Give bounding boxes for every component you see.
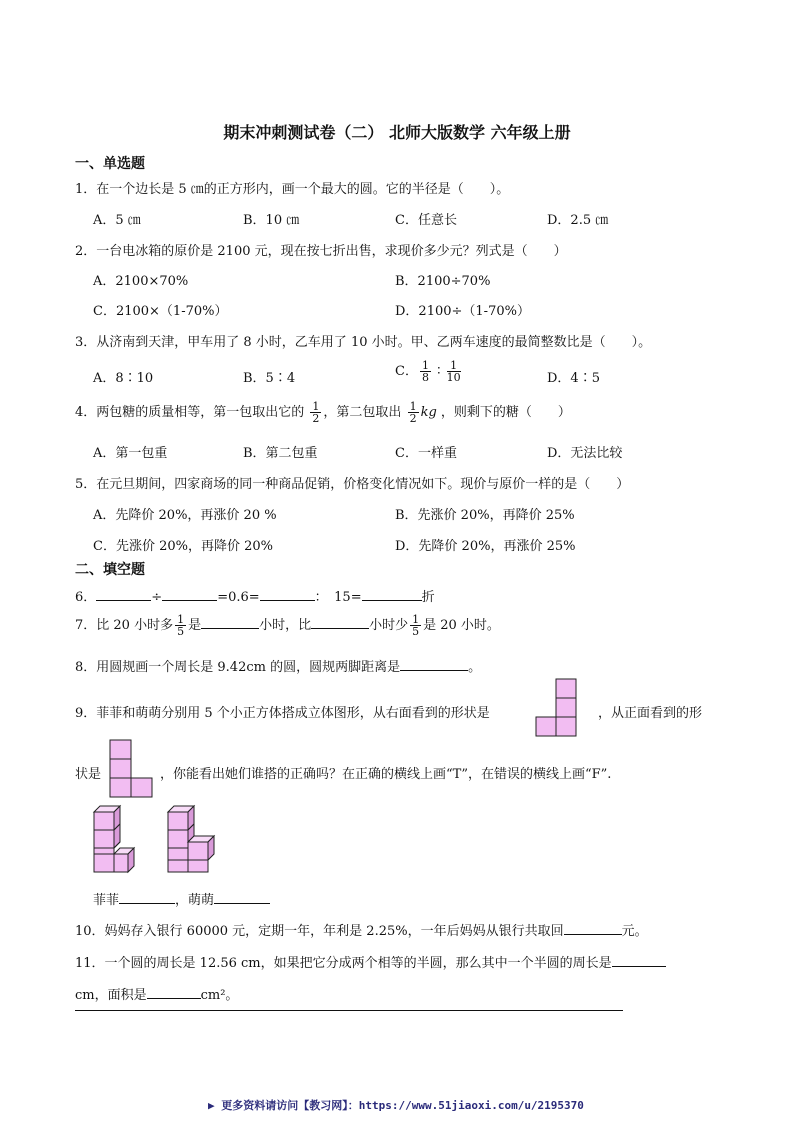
q4-option-b: B．第二包重 (243, 446, 318, 461)
q7-text-part4: 小时少 (369, 618, 409, 633)
answer-blank[interactable] (362, 588, 422, 601)
answer-blank[interactable] (311, 616, 369, 629)
fraction-denominator: 2 (409, 412, 417, 425)
fraction-numerator: 1 (447, 360, 461, 372)
q2-option-c: C．2100×（1-70%） (93, 304, 228, 319)
fraction-denominator: 8 (421, 371, 429, 384)
q1-option-c: C．任意长 (395, 213, 457, 228)
divider-line (75, 1010, 623, 1011)
q11-text: 11．一个圆的周长是 12.56 cm，如果把它分成两个相等的半圆，那么其中一个半圆的周长是 (75, 956, 612, 971)
fraction-numerator: 1 (421, 359, 429, 372)
q7-text-part2: 是 (188, 618, 202, 633)
q11-unit: cm，面积是 (75, 988, 147, 1003)
answer-blank-feifei[interactable] (119, 891, 175, 904)
q2-option-a: A．2100×70% (93, 274, 189, 289)
section-heading-fill-blank: 二、填空题 (75, 562, 145, 578)
q4-option-d: D．无法比较 (547, 446, 623, 461)
q4-text-part2: ，第二包取出 (323, 405, 402, 420)
question-9-answers (93, 889, 270, 908)
answer-label-mengmeng: ，萌萌 (175, 893, 215, 908)
question-11-line2 (75, 984, 238, 1003)
flag-icon: ▶ (208, 1099, 215, 1112)
unit-kg: kg (420, 405, 437, 420)
q11-area-unit: cm²。 (200, 988, 239, 1003)
ratio-colon: ∶ (437, 364, 441, 379)
question-9-line1-end: ，从正面看到的形 (598, 706, 703, 721)
q5-option-a: A．先降价 20%，再涨价 20 % (93, 508, 277, 523)
q7-text-part3: 小时，比 (259, 618, 312, 633)
answer-blank[interactable] (201, 616, 259, 629)
fraction-numerator: 1 (409, 400, 417, 413)
question-9-line2: ，你能看出她们谁搭的正确吗？在正确的横线上画“T”，在错误的横线上画“F”. (160, 767, 612, 782)
q4-option-a: A．第一包重 (93, 446, 168, 461)
feifei-cube-figure (90, 804, 142, 876)
q6-number: 6． (75, 590, 97, 605)
q10-text: 10．妈妈存入银行 60000 元，定期一年，年利是 2.25%，一年后妈妈从银行共取回 (75, 924, 564, 939)
fraction-numerator: 1 (412, 613, 420, 626)
q4-text-part3: ，则剩下的糖（ ） (440, 405, 571, 420)
fraction-numerator: 1 (312, 400, 320, 413)
q2-option-b: B．2100÷70% (395, 274, 491, 289)
q2-option-d: D．2100÷（1-70%） (395, 304, 530, 319)
question-10 (75, 920, 648, 939)
q5-option-c: C．先涨价 20%，再降价 20% (93, 539, 274, 554)
page-title: 期末冲刺测试卷（二） 北师大版数学 六年级上册 (223, 123, 571, 142)
q3-option-c-prefix: C． (395, 364, 418, 379)
question-1-stem: 1．在一个边长是 5 ㎝的正方形内，画一个最大的圆。它的半径是（ ）。 (75, 182, 510, 197)
mengmeng-cube-figure (164, 804, 224, 876)
q6-discount: 折 (421, 590, 435, 605)
fraction-denominator: 5 (177, 625, 185, 638)
q5-option-b: B．先涨价 20%，再降价 25% (395, 508, 575, 523)
q10-end: 元。 (621, 924, 648, 939)
question-4-stem (75, 401, 571, 424)
section-heading-single-choice: 一、单选题 (75, 156, 145, 172)
fraction-one-half (310, 401, 321, 424)
question-9-line2-start: 状是 (75, 767, 102, 782)
q1-option-a: A．5 ㎝ (93, 213, 141, 228)
answer-blank[interactable] (612, 954, 666, 967)
q6-ratio: ： 15= (314, 590, 362, 605)
q7-text-part1: 7．比 20 小时多 (75, 618, 174, 633)
answer-blank-mengmeng[interactable] (214, 891, 270, 904)
fraction-numerator: 1 (177, 613, 185, 626)
q5-option-d: D．先降价 20%，再涨价 25% (395, 539, 576, 554)
fraction-one-fifth (175, 614, 186, 637)
q3-option-c (395, 360, 463, 383)
question-11-line1 (75, 952, 666, 971)
fraction-one-tenth (447, 360, 461, 383)
q7-text-part5: 是 20 小时。 (423, 618, 500, 633)
q8-end: 。 (468, 660, 482, 675)
fraction-denominator: 2 (312, 412, 320, 425)
q6-divide: ÷ (151, 590, 163, 605)
front-view-figure (109, 739, 153, 799)
question-8 (75, 656, 481, 675)
answer-blank[interactable] (400, 658, 468, 671)
footer-text: 更多资料请访问【教习网】：https://www.51jiaoxi.com/u/2195370 (221, 1099, 584, 1112)
q3-option-a: A．8∶10 (93, 371, 154, 386)
fraction-one-fifth (410, 614, 421, 637)
question-9-line1: 9．菲菲和萌萌分别用 5 个小正方体搭成立体图形，从右面看到的形状是 (75, 706, 490, 721)
fraction-denominator: 10 (446, 371, 461, 384)
question-3-stem: 3．从济南到天津，甲车用了 8 小时，乙车用了 10 小时。甲、乙两车速度的最简整数比是（ ）。 (75, 335, 652, 350)
q8-text: 8．用圆规画一个周长是 9.42cm 的圆，圆规两脚距离是 (75, 660, 401, 675)
q6-equals: =0.6= (217, 590, 260, 605)
answer-blank[interactable] (564, 922, 622, 935)
fraction-one-eighth (420, 360, 431, 383)
q3-option-b: B．5∶4 (243, 371, 296, 386)
answer-blank[interactable] (260, 588, 315, 601)
q4-option-c: C．一样重 (395, 446, 457, 461)
q4-text-part1: 4．两包糖的质量相等，第一包取出它的 (75, 405, 305, 420)
question-5-stem: 5．在元旦期间，四家商场的同一种商品促销，价格变化情况如下。现价与原价一样的是（ ） (75, 477, 630, 492)
fraction-denominator: 5 (412, 625, 420, 638)
question-7 (75, 614, 500, 637)
question-6 (75, 586, 435, 605)
fraction-one-half-kg (408, 401, 419, 424)
question-2-stem: 2．一台电冰箱的原价是 2100 元，现在按七折出售，求现价多少元？列式是（ ） (75, 244, 567, 259)
q1-option-d: D．2.5 ㎝ (547, 213, 609, 228)
answer-blank[interactable] (96, 588, 151, 601)
answer-blank[interactable] (162, 588, 217, 601)
right-view-figure (535, 678, 577, 738)
q3-option-d: D．4∶5 (547, 371, 600, 386)
q1-option-b: B．10 ㎝ (243, 213, 300, 228)
footer-link[interactable] (208, 1097, 584, 1113)
answer-label-feifei: 菲菲 (93, 893, 120, 908)
answer-blank[interactable] (147, 986, 201, 999)
